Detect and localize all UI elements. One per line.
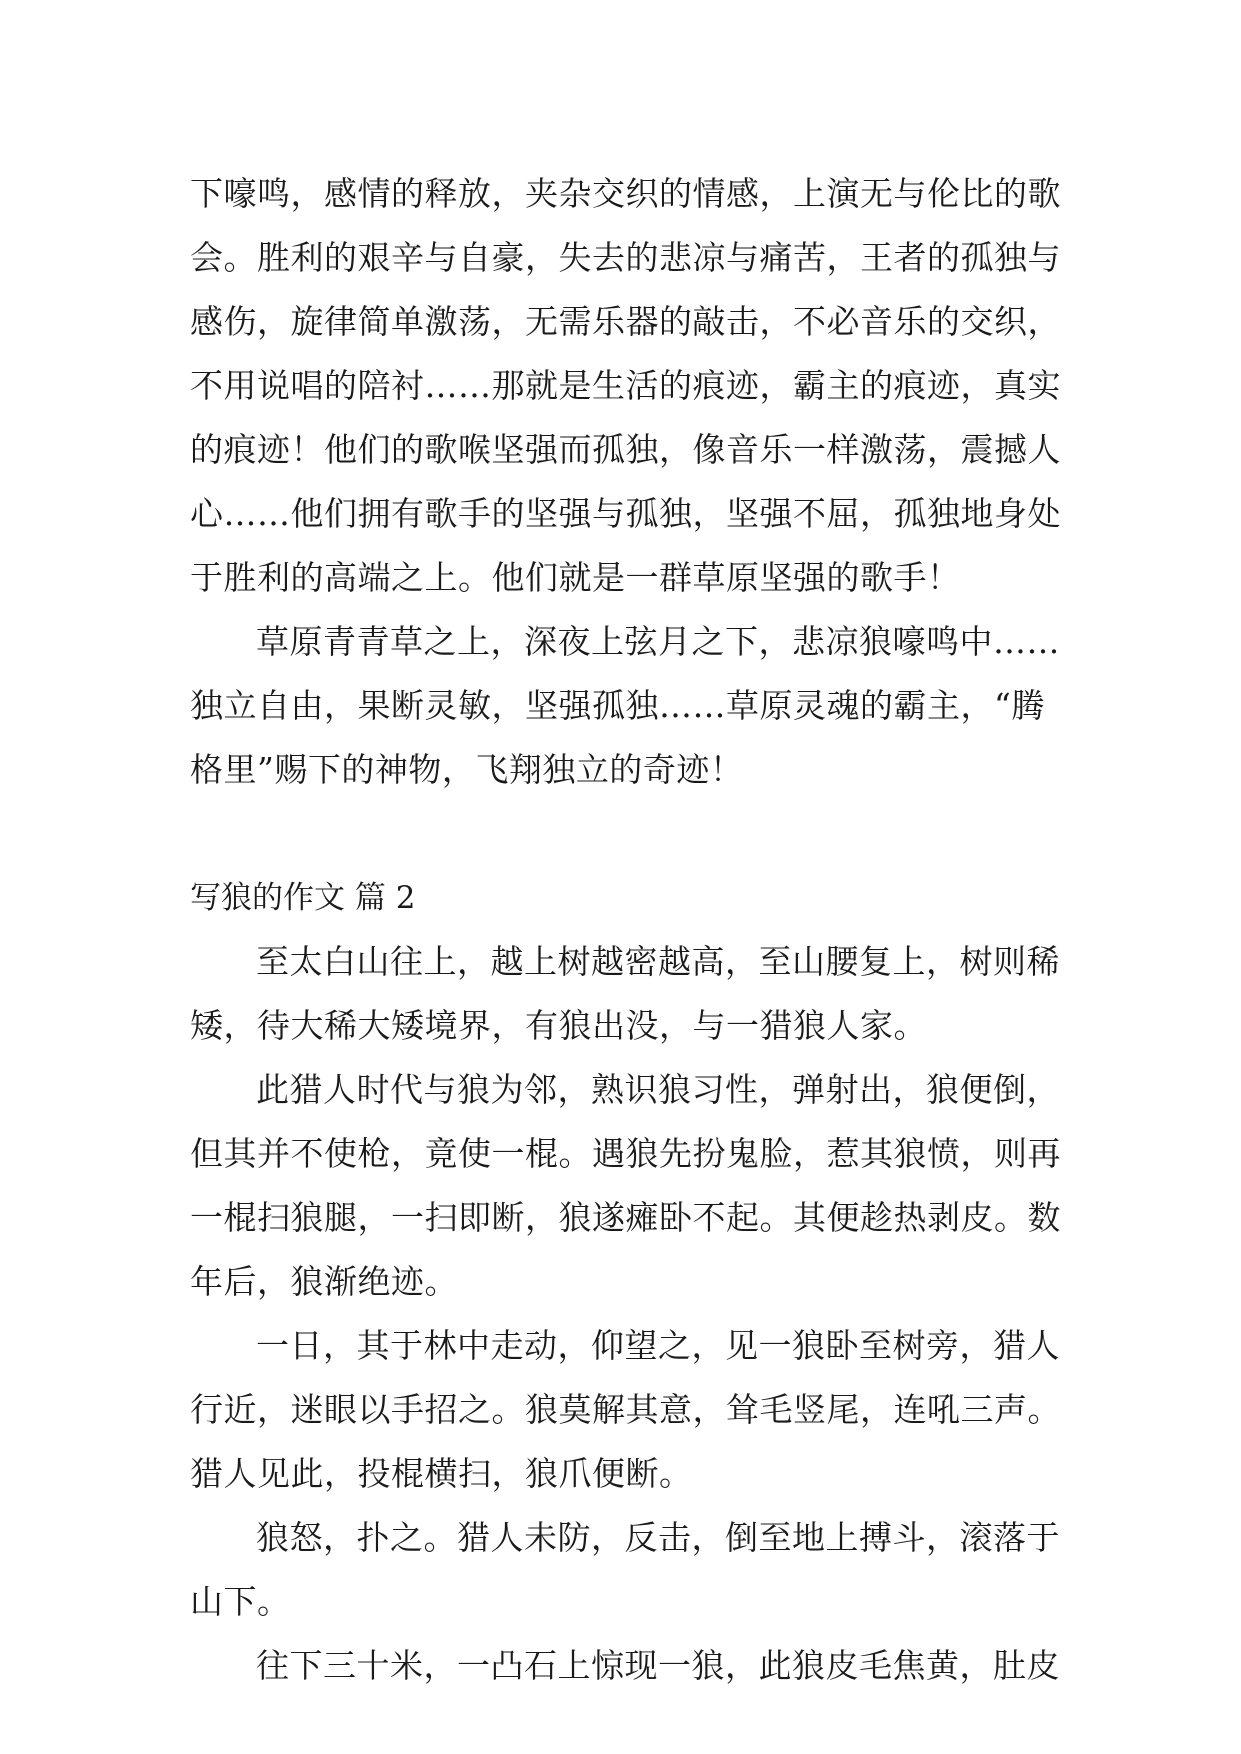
paragraph-6	[190, 1506, 1070, 1634]
paragraph-2	[190, 610, 1070, 802]
text-line: 此猎人时代与狼为邻，熟识狼习性，弹射出，狼便倒，	[256, 1070, 1060, 1109]
text-line: 下嚎鸣，感情的释放，夹杂交织的情感，上演无与伦比的歌	[190, 174, 1061, 213]
text-line: 一棍扫狼腿，一扫即断，狼遂瘫卧不起。其便趁热剥皮。数	[190, 1198, 1061, 1237]
text-line: 狼怒，扑之。猎人未防，反击，倒至地上搏斗，滚落于	[256, 1518, 1060, 1557]
text-line: 心……他们拥有歌手的坚强与孤独，坚强不屈，孤独地身处	[190, 494, 1061, 533]
paragraph-3	[190, 930, 1070, 1058]
text-line: 感伤，旋律简单激荡，无需乐器的敲击，不必音乐的交织，	[190, 302, 1061, 341]
text-line: 往下三十米，一凸石上惊现一狼，此狼皮毛焦黄，肚皮	[256, 1646, 1060, 1685]
section-title: 写狼的作文 篇 2	[190, 880, 416, 916]
text-line: 于胜利的高端之上。他们就是一群草原坚强的歌手！	[190, 558, 961, 597]
text-line: 山下。	[190, 1582, 291, 1621]
blank-line	[190, 802, 1070, 866]
text-line: 矮，待大稀大矮境界，有狼出没，与一猎狼人家。	[190, 1006, 927, 1045]
text-line: 独立自由，果断灵敏，坚强孤独……草原灵魂的霸主，“腾	[190, 686, 1045, 725]
text-line: 会。胜利的艰辛与自豪，失去的悲凉与痛苦，王者的孤独与	[190, 238, 1061, 277]
paragraph-1	[190, 162, 1070, 610]
text-line: 年后，狼渐绝迹。	[190, 1262, 458, 1301]
text-line: 猎人见此，投棍横扫，狼爪便断。	[190, 1454, 693, 1493]
paragraph-4	[190, 1058, 1070, 1314]
text-line: 至太白山往上，越上树越密越高，至山腰复上，树则稀	[256, 942, 1060, 981]
text-line: 草原青青草之上，深夜上弦月之下，悲凉狼嚎鸣中……	[256, 622, 1060, 661]
text-line: 但其并不使枪，竟使一棍。遇狼先扮鬼脸，惹其狼愤，则再	[190, 1134, 1061, 1173]
text-line: 一日，其于林中走动，仰望之，见一狼卧至树旁，猎人	[256, 1326, 1060, 1365]
document-page	[190, 162, 1070, 1698]
paragraph-5	[190, 1314, 1070, 1506]
paragraph-7	[190, 1634, 1070, 1698]
text-line: 格里”赐下的神物，飞翔独立的奇迹！	[190, 750, 744, 789]
text-line: 的痕迹！他们的歌喉坚强而孤独，像音乐一样激荡，震撼人	[190, 430, 1061, 469]
text-line: 不用说唱的陪衬……那就是生活的痕迹，霸主的痕迹，真实	[190, 366, 1061, 405]
text-line: 行近，迷眼以手招之。狼莫解其意，耸毛竖尾，连吼三声。	[190, 1390, 1061, 1429]
